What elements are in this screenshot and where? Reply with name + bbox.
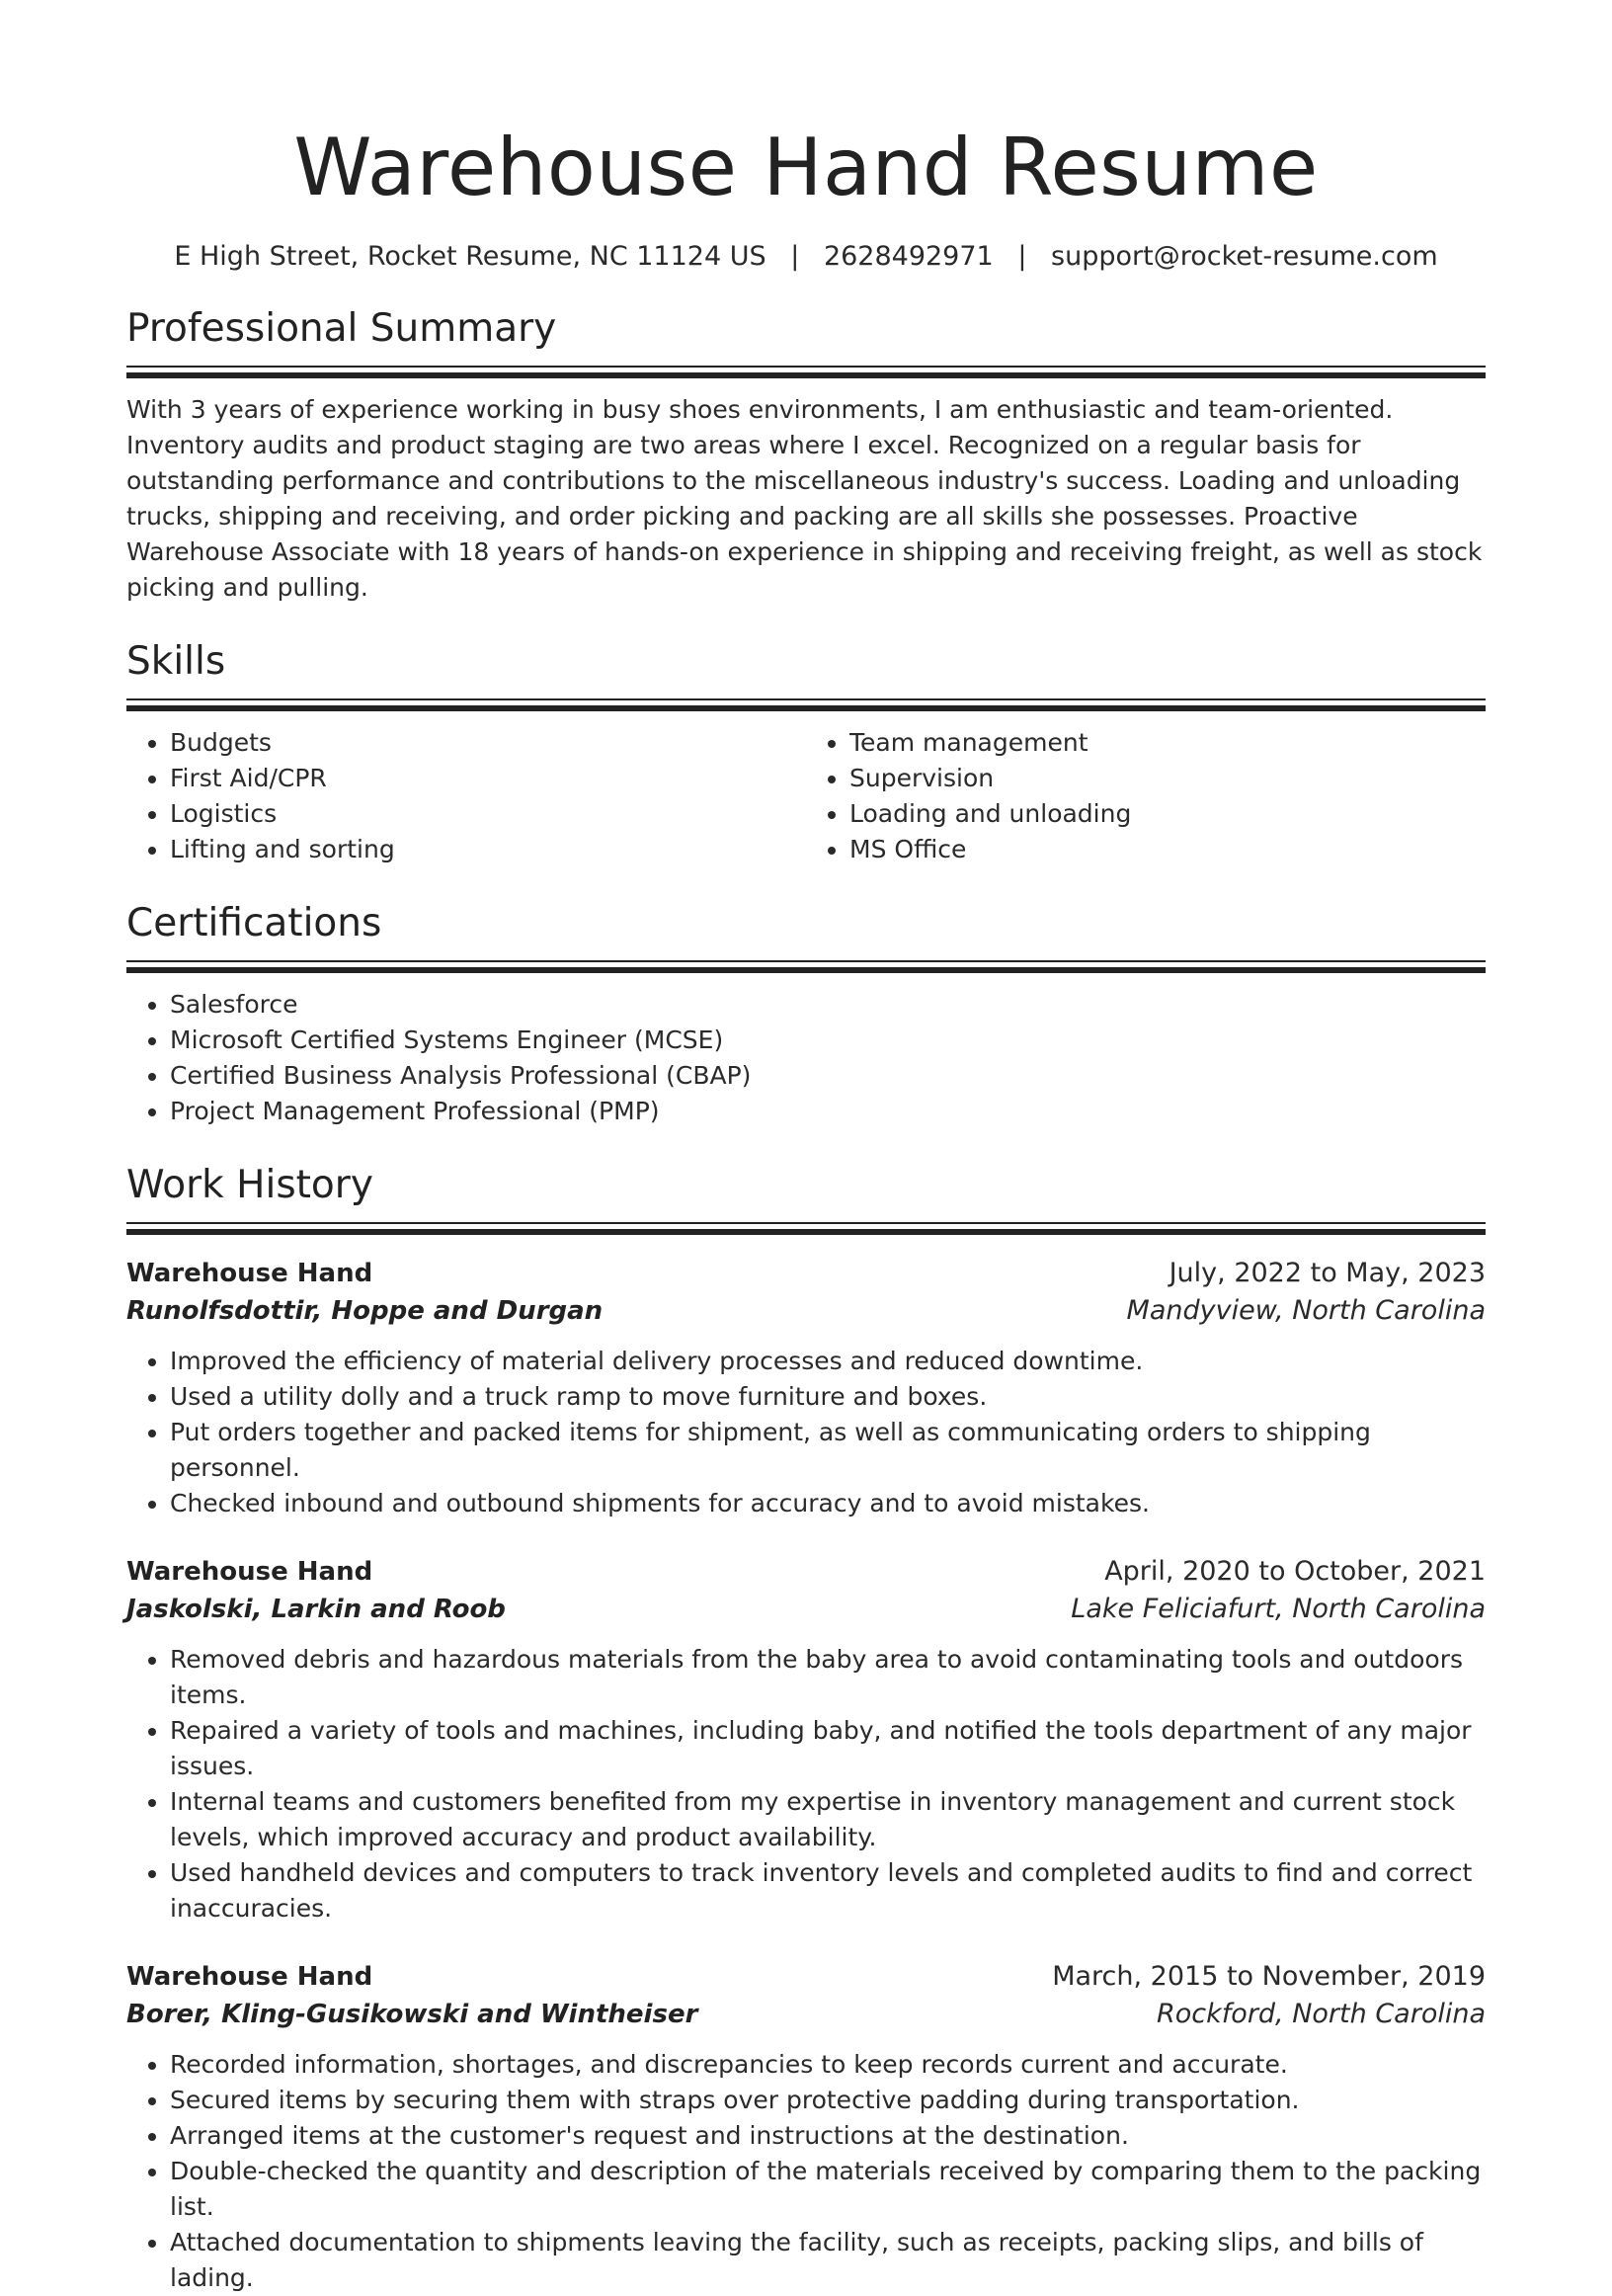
job-dates: March, 2015 to November, 2019 [1052,1961,1486,1992]
job-bullet: • Checked inbound and outbound shipments for accuracy and to avoid mistakes. [170,1486,1486,1521]
job-dates: April, 2020 to October, 2021 [1104,1556,1486,1587]
skills-list-right [806,725,1486,867]
skills-column-left [126,725,806,867]
certifications-list-wrap [126,987,1486,1129]
job-entry [126,1958,1486,2296]
job-bullets [126,2047,1486,2296]
job-bullet: • Repaired a variety of tools and machines, including baby, and notified the tools department of any major issues. [170,1713,1486,1784]
job-bullet: • Removed debris and hazardous materials from the baby area to avoid contaminating tools and outdoors items. [170,1642,1486,1713]
job-bullet: • Attached documentation to shipments leaving the facility, such as receipts, packing slips, and bills of lading. [170,2225,1486,2296]
section-divider [126,1222,1486,1235]
job-location: Rockford, North Carolina [1157,1999,1486,2029]
job-dates: July, 2022 to May, 2023 [1169,1258,1486,1288]
job-location: Lake Feliciafurt, North Carolina [1071,1594,1486,1624]
summary-section [126,304,1486,606]
job-entry [126,1255,1486,1521]
job-bullet: • Secured items by securing them with straps over protective padding during transportation. [170,2083,1486,2118]
skills-section [126,637,1486,867]
job-title-row [126,1958,1486,1996]
certifications-section [126,899,1486,1129]
section-divider [126,698,1486,711]
contact-address: E High Street, Rocket Resume, NC 11124 US [174,241,766,272]
skill-item: • First Aid/CPR [170,761,806,796]
job-entry [126,1553,1486,1927]
job-bullet: • Put orders together and packed items for shipment, as well as communicating orders to shipping personnel. [170,1415,1486,1486]
certifications-heading: Certifications [126,901,382,945]
skills-heading: Skills [126,639,226,684]
skills-column-right [806,725,1486,867]
work-history-heading: Work History [126,1163,373,1207]
job-bullet: • Internal teams and customers benefited from my expertise in inventory management and current stock levels, which improved accuracy and product availability. [170,1784,1486,1855]
job-company: Runolfsdottir, Hoppe and Durgan [126,1296,604,1326]
certification-item: • Microsoft Certified Systems Engineer (MCSE) [170,1023,1486,1058]
job-bullet: • Used a utility dolly and a truck ramp to move furniture and boxes. [170,1379,1486,1415]
job-company: Borer, Kling-Gusikowski and Wintheiser [126,2000,698,2029]
job-location: Mandyview, North Carolina [1126,1295,1486,1326]
job-title: Warehouse Hand [126,1557,373,1587]
skill-item: • Supervision [849,761,1486,796]
skill-item: • Logistics [170,796,806,832]
contact-line [126,239,1486,275]
certification-item: • Project Management Professional (PMP) [170,1094,1486,1129]
resume-title: Warehouse Hand Resume [293,122,1319,213]
certification-item: • Certified Business Analysis Professional (CBAP) [170,1058,1486,1094]
job-company-row [126,1996,1486,2033]
skills-list-left [126,725,806,867]
summary-text: With 3 years of experience working in busy shoes environments, I am enthusiastic and team-oriented. Inventory audits and product staging are two areas where I excel. Recognized on a regular basis for outstanding performance and contributions to the miscellaneous industry's success. Loading and unloading trucks, shipping and receiving, and order picking and packing are all skills she possesses. Proactive Warehouse Associate with 18 years of hands-on experience in shipping and receiving freight, as well as stock picking and pulling. [126,395,1483,602]
certification-item: • Salesforce [170,987,1486,1023]
job-bullet: • Recorded information, shortages, and discrepancies to keep records current and accurate. [170,2047,1486,2083]
job-company-row [126,1591,1486,1628]
job-company-row [126,1292,1486,1330]
job-bullet: • Double-checked the quantity and description of the materials received by comparing them to the packing list. [170,2154,1486,2225]
skill-item: • Team management [849,725,1486,761]
skill-item: • Lifting and sorting [170,832,806,867]
job-title-row [126,1553,1486,1591]
skill-item: • Loading and unloading [849,796,1486,832]
contact-phone: 2628492971 [823,241,994,272]
job-title-row [126,1255,1486,1292]
skill-item: • Budgets [170,725,806,761]
section-divider [126,960,1486,973]
contact-separator: | [790,241,800,272]
job-title: Warehouse Hand [126,1259,373,1288]
contact-separator: | [1017,241,1027,272]
contact-email: support@rocket-resume.com [1051,241,1438,272]
work-history-section [126,1161,1486,2296]
job-bullets [126,1344,1486,1521]
job-bullet: • Used handheld devices and computers to track inventory levels and completed audits to find and correct inaccuracies. [170,1855,1486,1927]
job-title: Warehouse Hand [126,1962,373,1992]
summary-heading: Professional Summary [126,306,557,351]
section-divider [126,366,1486,378]
job-bullets [126,1642,1486,1927]
skill-item: • MS Office [849,832,1486,867]
job-bullet: • Arranged items at the customer's request and instructions at the destination. [170,2118,1486,2154]
skills-grid [126,725,1486,867]
job-company: Jaskolski, Larkin and Roob [126,1595,506,1624]
certifications-list [126,987,1486,1129]
job-bullet: • Improved the efficiency of material delivery processes and reduced downtime. [170,1344,1486,1379]
resume-page [126,119,1486,2296]
